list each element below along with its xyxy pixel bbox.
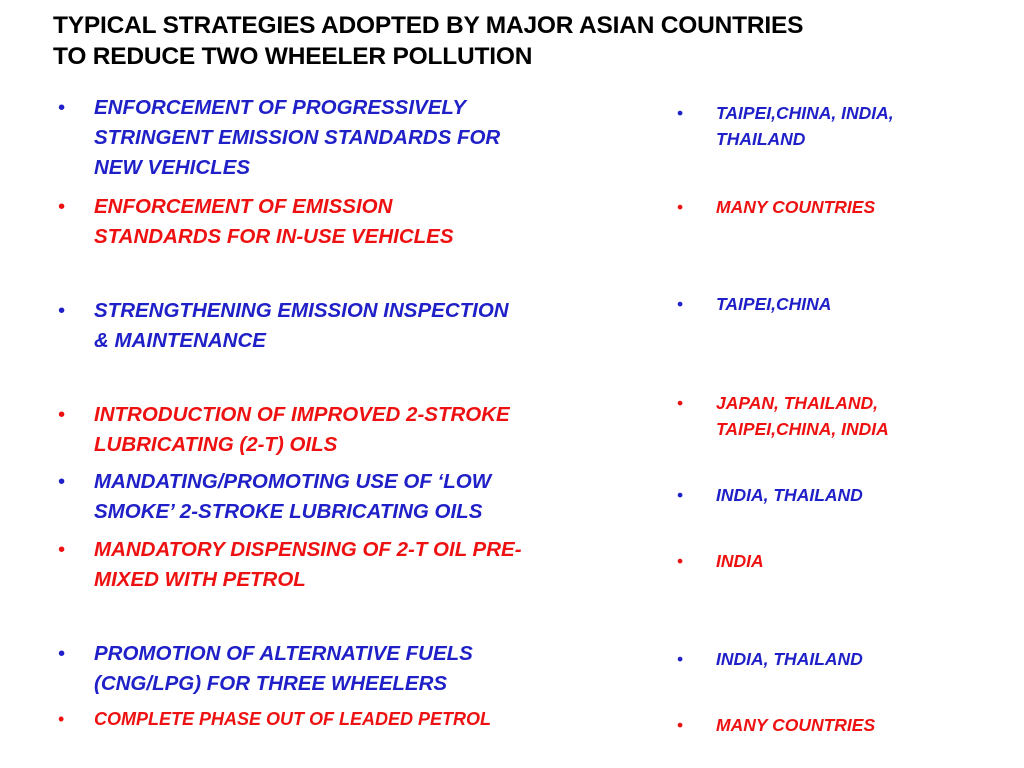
strategy-line: MANDATING/PROMOTING USE OF ‘LOW xyxy=(94,470,492,493)
countries-line: MANY COUNTRIES xyxy=(716,197,876,217)
strategy-line: MIXED WITH PETROL xyxy=(94,568,306,591)
strategy-text xyxy=(94,93,638,183)
bullet-icon: • xyxy=(58,96,66,119)
strategy-line: ENFORCEMENT OF EMISSION xyxy=(94,195,393,218)
countries-item-1 xyxy=(677,100,977,152)
bullet-icon: • xyxy=(58,470,66,493)
strategy-text xyxy=(94,296,638,356)
strategy-line: MANDATORY DISPENSING OF 2-T OIL PRE- xyxy=(94,538,522,561)
strategy-line: PROMOTION OF ALTERNATIVE FUELS xyxy=(94,642,473,665)
strategy-line: LUBRICATING (2-T) OILS xyxy=(94,433,338,456)
countries-line: INDIA, THAILAND xyxy=(716,649,863,669)
strategy-line: COMPLETE PHASE OUT OF LEADED PETROL xyxy=(94,709,492,729)
strategy-text xyxy=(94,705,638,733)
countries-line: TAIPEI,CHINA, INDIA, xyxy=(716,103,894,123)
strategy-line: STRINGENT EMISSION STANDARDS FOR xyxy=(94,126,501,149)
countries-line: THAILAND xyxy=(716,129,806,149)
strategy-text xyxy=(94,535,638,595)
strategy-line: ENFORCEMENT OF PROGRESSIVELY xyxy=(94,96,467,119)
strategy-text xyxy=(94,192,638,252)
countries-item-3 xyxy=(677,291,977,317)
countries-item-5 xyxy=(677,482,977,508)
bullet-icon: • xyxy=(677,649,684,669)
strategy-text xyxy=(94,400,638,460)
bullet-icon: • xyxy=(677,103,684,123)
strategy-text xyxy=(94,467,638,527)
countries-line: INDIA, THAILAND xyxy=(716,485,863,505)
strategy-item-2 xyxy=(58,192,638,252)
countries-text xyxy=(716,482,977,508)
countries-text xyxy=(716,291,977,317)
countries-item-2 xyxy=(677,194,977,220)
countries-line: TAIPEI,CHINA, INDIA xyxy=(716,419,889,439)
strategy-item-6 xyxy=(58,535,638,595)
bullet-icon: • xyxy=(677,485,684,505)
countries-text xyxy=(716,548,977,574)
countries-item-4 xyxy=(677,390,977,442)
bullet-icon: • xyxy=(58,195,66,218)
strategy-item-1 xyxy=(58,93,638,183)
countries-text xyxy=(716,712,977,738)
strategy-line: & MAINTENANCE xyxy=(94,329,266,352)
strategy-line: STRENGTHENING EMISSION INSPECTION xyxy=(94,299,509,322)
bullet-icon: • xyxy=(677,393,684,413)
strategy-line: NEW VEHICLES xyxy=(94,156,251,179)
countries-line: JAPAN, THAILAND, xyxy=(716,393,879,413)
countries-text xyxy=(716,646,977,672)
countries-text xyxy=(716,194,977,220)
countries-line: MANY COUNTRIES xyxy=(716,715,876,735)
strategy-line: SMOKE’ 2-STROKE LUBRICATING OILS xyxy=(94,500,483,523)
strategy-item-8 xyxy=(58,705,638,733)
strategy-item-4 xyxy=(58,400,638,460)
bullet-icon: • xyxy=(58,299,66,322)
bullet-icon: • xyxy=(58,642,66,665)
title-line-1: TYPICAL STRATEGIES ADOPTED BY MAJOR ASIAN COUNTRIES xyxy=(53,12,804,39)
countries-item-6 xyxy=(677,548,977,574)
strategy-line: INTRODUCTION OF IMPROVED 2-STROKE xyxy=(94,403,510,426)
bullet-icon: • xyxy=(677,294,684,314)
strategy-item-5 xyxy=(58,467,638,527)
countries-item-8 xyxy=(677,712,977,738)
bullet-icon: • xyxy=(58,538,66,561)
strategy-item-3 xyxy=(58,296,638,356)
countries-item-7 xyxy=(677,646,977,672)
countries-text xyxy=(716,390,977,442)
bullet-icon: • xyxy=(677,197,684,217)
title-line-2: TO REDUCE TWO WHEELER POLLUTION xyxy=(53,43,533,70)
countries-line: INDIA xyxy=(716,551,764,571)
bullet-icon: • xyxy=(58,403,66,426)
slide-title xyxy=(53,10,993,72)
countries-text xyxy=(716,100,977,152)
strategy-line: (CNG/LPG) FOR THREE WHEELERS xyxy=(94,672,448,695)
countries-line: TAIPEI,CHINA xyxy=(716,294,832,314)
bullet-icon: • xyxy=(58,709,65,729)
strategy-item-7 xyxy=(58,639,638,699)
bullet-icon: • xyxy=(677,551,684,571)
bullet-icon: • xyxy=(677,715,684,735)
strategy-line: STANDARDS FOR IN-USE VEHICLES xyxy=(94,225,454,248)
strategy-text xyxy=(94,639,638,699)
